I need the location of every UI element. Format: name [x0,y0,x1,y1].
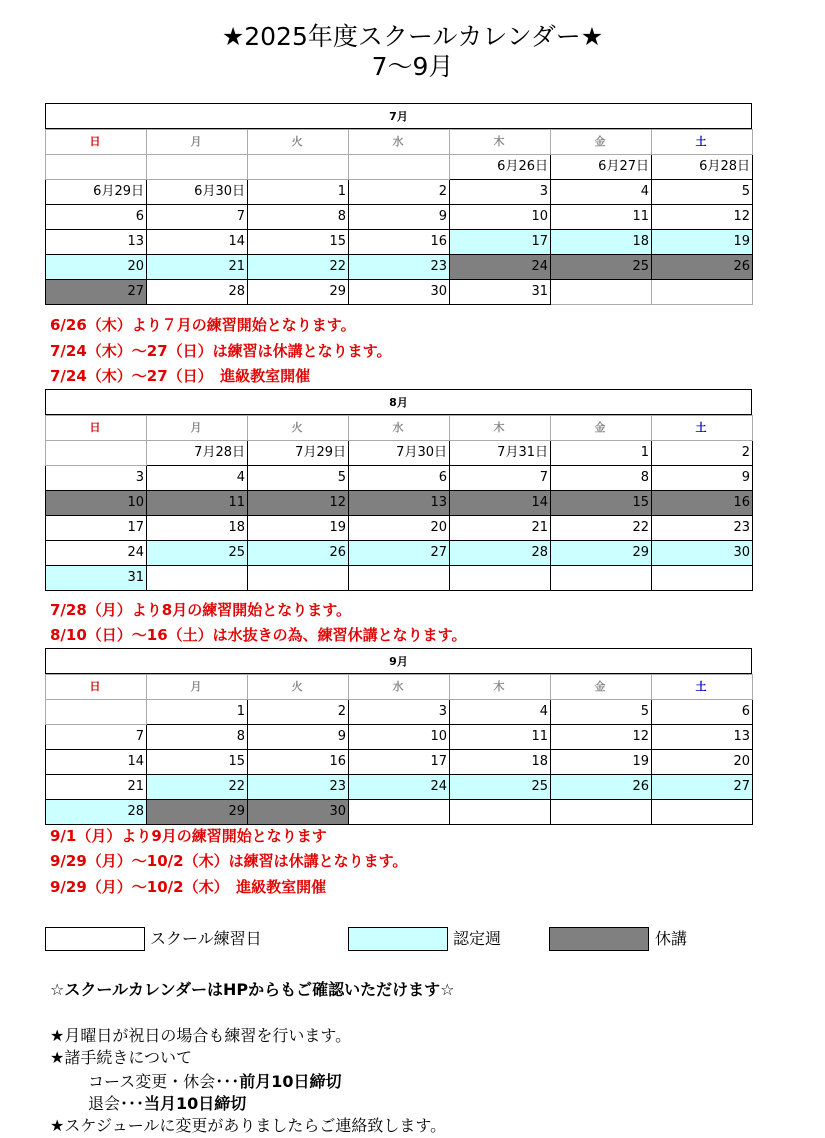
week-row [46,725,753,750]
day-cell: 6月30日 [147,180,248,205]
hp-notice: ☆スクールカレンダーはHPからもご確認いただけます☆ [50,980,455,999]
day-cell: 4 [147,466,248,491]
week-row [46,155,753,180]
day-cell-certification: 22 [147,775,248,800]
weekday-tue: 火 [248,416,349,441]
day-cell-certification: 23 [349,255,450,280]
day-cell-certification: 27 [652,775,753,800]
day-cell [248,566,349,591]
day-cell [46,441,147,466]
page-subtitle: 7〜9月 [371,52,454,81]
day-cell: 16 [349,230,450,255]
day-cell: 10 [349,725,450,750]
day-cell: 16 [248,750,349,775]
day-cell-certification: 25 [450,775,551,800]
holiday-notice: ★月曜日が祝日の場合も練習を行います。 [50,1026,352,1045]
day-cell: 4 [450,700,551,725]
day-cell: 4 [551,180,652,205]
day-cell [147,566,248,591]
legend-label-practice: スクール練習日 [150,929,262,948]
day-cell: 9 [248,725,349,750]
day-cell-closed: 30 [248,800,349,825]
day-cell: 7月29日 [248,441,349,466]
day-cell-certification: 26 [248,541,349,566]
day-cell-closed: 11 [147,491,248,516]
day-cell: 12 [551,725,652,750]
day-cell-certification: 23 [248,775,349,800]
day-cell: 18 [450,750,551,775]
day-cell: 9 [349,205,450,230]
week-row [46,230,753,255]
day-cell [349,155,450,180]
august-note: 8/10（日）〜16（土）は水抜きの為、練習休講となります。 [50,626,467,644]
day-cell: 20 [652,750,753,775]
july-grid [45,129,753,305]
day-cell [349,800,450,825]
day-cell: 11 [551,205,652,230]
day-cell: 13 [46,230,147,255]
day-cell: 28 [147,280,248,305]
august-note: 7/28（月）より8月の練習開始となります。 [50,601,352,619]
day-cell: 20 [349,516,450,541]
week-row [46,255,753,280]
day-cell: 30 [349,280,450,305]
day-cell: 6 [652,700,753,725]
day-cell: 21 [46,775,147,800]
legend-swatch-closed [549,927,649,951]
day-cell-certification: 22 [248,255,349,280]
week-row [46,566,753,591]
july-calendar [45,103,752,305]
day-cell-closed: 29 [147,800,248,825]
weekday-thu: 木 [450,130,551,155]
day-cell-closed: 14 [450,491,551,516]
day-cell-closed: 26 [652,255,753,280]
weekday-mon: 月 [147,675,248,700]
day-cell: 17 [46,516,147,541]
day-cell: 11 [450,725,551,750]
day-cell: 8 [248,205,349,230]
legend-swatch-practice [45,927,145,951]
day-cell: 6月29日 [46,180,147,205]
day-cell-certification: 28 [450,541,551,566]
day-cell: 6月27日 [551,155,652,180]
month-header: 8月 [45,389,752,415]
day-cell: 1 [551,441,652,466]
july-note: 7/24（木）〜27（日）は練習は休講となります。 [50,342,392,360]
day-cell: 6 [349,466,450,491]
week-row [46,466,753,491]
weekday-wed: 水 [349,416,450,441]
day-cell [46,155,147,180]
day-cell: 21 [450,516,551,541]
legend-swatch-certification [348,927,448,951]
day-cell: 15 [147,750,248,775]
day-cell-certification: 27 [349,541,450,566]
day-cell: 7月30日 [349,441,450,466]
day-cell: 3 [46,466,147,491]
day-cell: 13 [652,725,753,750]
month-header: 9月 [45,648,752,674]
day-cell: 6 [46,205,147,230]
day-cell: 19 [248,516,349,541]
day-cell-certification: 31 [46,566,147,591]
weekday-sun: 日 [46,130,147,155]
day-cell: 5 [248,466,349,491]
day-cell [652,280,753,305]
weekday-tue: 火 [248,675,349,700]
day-cell: 5 [652,180,753,205]
legend-label-certification: 認定週 [453,929,502,948]
july-note: 7/24（木）〜27（日） 進級教室開催 [50,367,311,385]
day-cell: 31 [450,280,551,305]
weekday-sun: 日 [46,416,147,441]
day-cell-certification: 28 [46,800,147,825]
weekday-fri: 金 [551,416,652,441]
day-cell: 15 [248,230,349,255]
week-row [46,750,753,775]
day-cell-certification: 17 [450,230,551,255]
weekday-mon: 月 [147,130,248,155]
day-cell: 7月31日 [450,441,551,466]
day-cell [551,800,652,825]
day-cell: 14 [46,750,147,775]
month-header: 7月 [45,103,752,129]
day-cell: 2 [248,700,349,725]
day-cell-certification: 29 [551,541,652,566]
weekday-sat: 土 [652,675,753,700]
august-calendar [45,389,752,591]
day-cell: 29 [248,280,349,305]
day-cell-closed: 27 [46,280,147,305]
day-cell-certification: 25 [147,541,248,566]
day-cell [450,566,551,591]
page-title: ★2025年度スクールカレンダー★ [221,22,604,51]
procedures-heading: ★諸手続きについて [50,1048,193,1067]
day-cell-certification: 18 [551,230,652,255]
day-cell-closed: 24 [450,255,551,280]
september-note: 9/29（月）〜10/2（木） 進級教室開催 [50,878,327,896]
day-cell: 18 [147,516,248,541]
week-row [46,800,753,825]
day-cell: 12 [652,205,753,230]
september-calendar [45,648,752,825]
day-cell: 2 [652,441,753,466]
day-cell: 9 [652,466,753,491]
day-cell [551,566,652,591]
legend-label-closed: 休講 [655,929,688,948]
day-cell-closed: 12 [248,491,349,516]
weekday-fri: 金 [551,675,652,700]
week-row [46,205,753,230]
day-cell [450,800,551,825]
day-cell-closed: 15 [551,491,652,516]
day-cell [652,566,753,591]
week-row [46,516,753,541]
august-grid [45,415,753,591]
day-cell: 24 [46,541,147,566]
withdrawal-deadline: 当月10日締切 [144,1094,247,1113]
day-cell: 1 [147,700,248,725]
day-cell [652,800,753,825]
week-row [46,775,753,800]
day-cell [248,155,349,180]
week-row [46,491,753,516]
weekday-header-row [46,130,753,155]
day-cell-certification: 19 [652,230,753,255]
day-cell-closed: 16 [652,491,753,516]
course-change-line [88,1071,341,1093]
week-row [46,441,753,466]
weekday-header-row [46,675,753,700]
weekday-sat: 土 [652,130,753,155]
day-cell-closed: 10 [46,491,147,516]
september-note: 9/29（月）〜10/2（木）は練習は休講となります。 [50,852,408,870]
weekday-sat: 土 [652,416,753,441]
day-cell: 14 [147,230,248,255]
weekday-wed: 水 [349,675,450,700]
week-row [46,700,753,725]
day-cell-certification: 26 [551,775,652,800]
day-cell: 7 [46,725,147,750]
day-cell [551,280,652,305]
weekday-header-row [46,416,753,441]
day-cell: 7月28日 [147,441,248,466]
day-cell: 6月26日 [450,155,551,180]
course-change-label: コース変更・休会･･･ [88,1072,240,1091]
withdrawal-label: 退会･･･ [88,1094,145,1113]
weekday-tue: 火 [248,130,349,155]
day-cell: 3 [349,700,450,725]
schedule-change-notice: ★スケジュールに変更がありましたらご連絡致します。 [50,1116,447,1135]
day-cell-certification: 20 [46,255,147,280]
day-cell: 8 [147,725,248,750]
day-cell: 23 [652,516,753,541]
september-note: 9/1（月）より9月の練習開始となります [50,827,327,845]
day-cell: 10 [450,205,551,230]
week-row [46,541,753,566]
day-cell-certification: 30 [652,541,753,566]
weekday-thu: 木 [450,675,551,700]
weekday-sun: 日 [46,675,147,700]
day-cell-closed: 25 [551,255,652,280]
day-cell: 1 [248,180,349,205]
day-cell-certification: 24 [349,775,450,800]
day-cell: 5 [551,700,652,725]
day-cell: 3 [450,180,551,205]
day-cell: 2 [349,180,450,205]
week-row [46,280,753,305]
july-note: 6/26（木）より７月の練習開始となります。 [50,316,356,334]
september-grid [45,674,753,825]
course-change-deadline: 前月10日締切 [239,1072,342,1091]
day-cell [147,155,248,180]
withdrawal-line [88,1093,246,1115]
day-cell: 19 [551,750,652,775]
week-row [46,180,753,205]
day-cell-closed: 13 [349,491,450,516]
weekday-wed: 水 [349,130,450,155]
day-cell: 17 [349,750,450,775]
day-cell: 7 [450,466,551,491]
weekday-thu: 木 [450,416,551,441]
day-cell [349,566,450,591]
day-cell: 7 [147,205,248,230]
weekday-mon: 月 [147,416,248,441]
weekday-fri: 金 [551,130,652,155]
day-cell: 8 [551,466,652,491]
day-cell-certification: 21 [147,255,248,280]
day-cell [46,700,147,725]
day-cell: 22 [551,516,652,541]
day-cell: 6月28日 [652,155,753,180]
